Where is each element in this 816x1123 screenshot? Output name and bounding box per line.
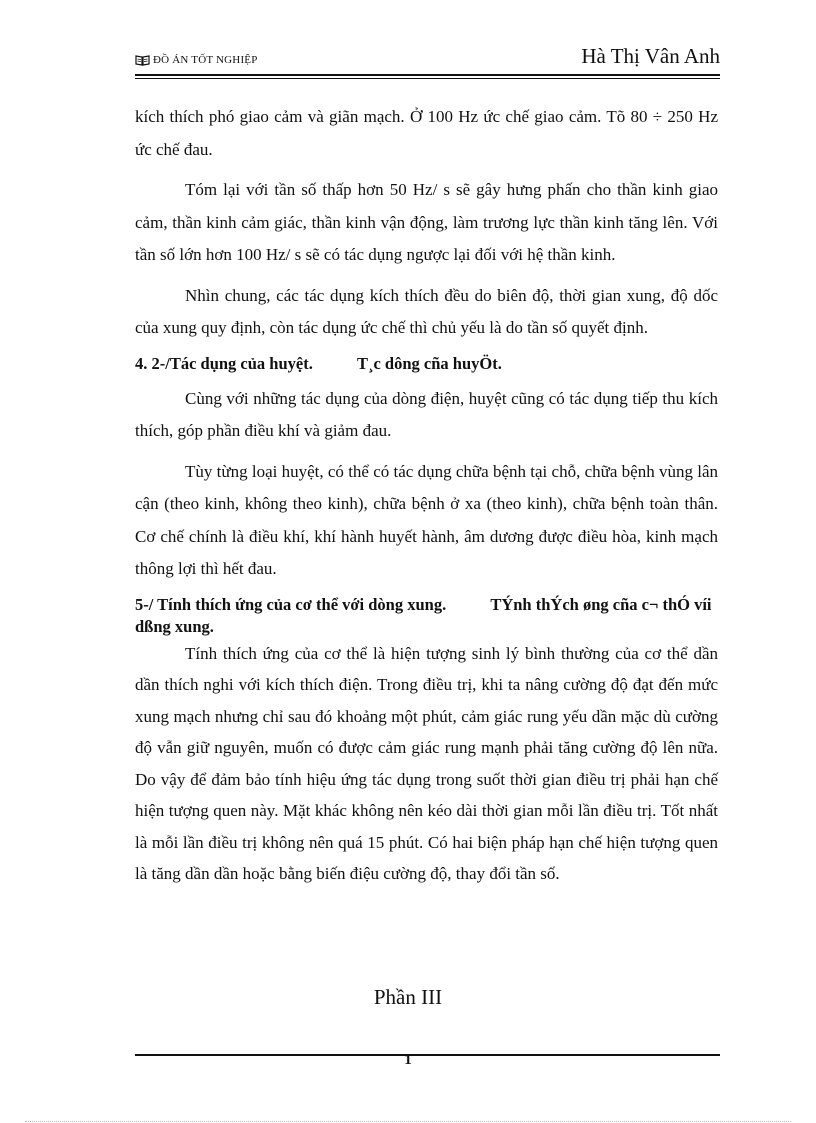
section-4-2-heading: [135, 353, 718, 375]
part-title: Phần III: [373, 985, 443, 1009]
header-left: [135, 54, 258, 66]
page-number: 1: [404, 1052, 412, 1068]
section-5-title: 5-/ Tính thích ứng của cơ thể với dòng xung.: [135, 594, 447, 614]
thesis-label: ĐỒ ÁN TỐT NGHIỆP: [153, 54, 258, 66]
section-4-2-ghost-title: T¸c dông cña huyÖt.: [356, 353, 502, 373]
paragraph-6: Tính thích ứng của cơ thể là hiện tượng sinh lý bình thường của cơ thể dần dần thích nghi với kích thích điện. Trong điều trị, khi ta nâng cường độ đạt đến mức xung mạch nhưng chỉ sau đó khoảng một phút, cảm giác rung yếu dần mặc dù cường độ vẫn giữ nguyên, muốn có được cảm giác rung mạnh phải tăng cường độ lên nữa. Do vậy để đảm bảo tính hiệu ứng tác dụng trong suốt thời gian điều trị phải hạn chế hiện tượng quen này. Mặt khác không nên kéo dài thời gian mỗi lần điều trị. Tốt nhất là mỗi lần điều trị không nên quá 15 phút. Có hai biện pháp hạn chế hiện tượng quen là tăng dần dần hoặc bằng biến điệu cường độ, thay đổi tần số.: [135, 643, 718, 883]
page-bottom-border: [25, 1121, 791, 1122]
section-5-ghost-title: TÝnh thÝch øng cña c¬ thÓ víi dßng xung.: [135, 594, 712, 636]
body-text: [135, 101, 718, 898]
author-name: Hà Thị Vân Anh: [581, 44, 720, 68]
paragraph-2: Tóm lại với tần số thấp hơn 50 Hz/ s sẽ gây hưng phấn cho thần kinh giao cảm, thần kinh cảm giác, thần kinh vận động, làm trương lực thần kinh tăng lên. Với tần số lớn hơn 100 Hz/ s sẽ có tác dụng ngược lại đối với hệ thần kinh.: [135, 180, 718, 264]
page-header: [135, 44, 720, 74]
paragraph-3: Nhìn chung, các tác dụng kích thích đều do biên độ, thời gian xung, độ dốc của xung quy định, còn tác dụng ức chế thì chủ yếu là do tần số quyết định.: [135, 285, 718, 337]
header-rule: [135, 74, 720, 79]
paragraph-1: kích thích phó giao cảm và giãn mạch. Ở 100 Hz ức chế giao cảm. Tõ 80 ÷ 250 Hz ức chế đau.: [135, 107, 718, 159]
open-book-icon: [135, 54, 150, 66]
paragraph-4: Cùng với những tác dụng của dòng điện, huyệt cũng có tác dụng tiếp thu kích thích, góp phần điều khí và giảm đau.: [135, 388, 718, 440]
paragraph-5: Tùy từng loại huyệt, có thể có tác dụng chữa bệnh tại chỗ, chữa bệnh vùng lân cận (theo kinh, không theo kinh), chữa bệnh ở xa (theo kinh), chữa bệnh toàn thân. Cơ chế chính là điều khí, khí hành huyết hành, âm dương được điều hòa, kinh mạch thông lợi thì hết đau.: [135, 461, 718, 578]
section-4-2-title: 4. 2-/Tác dụng của huyệt.: [135, 353, 313, 373]
section-5-heading: [135, 594, 718, 638]
